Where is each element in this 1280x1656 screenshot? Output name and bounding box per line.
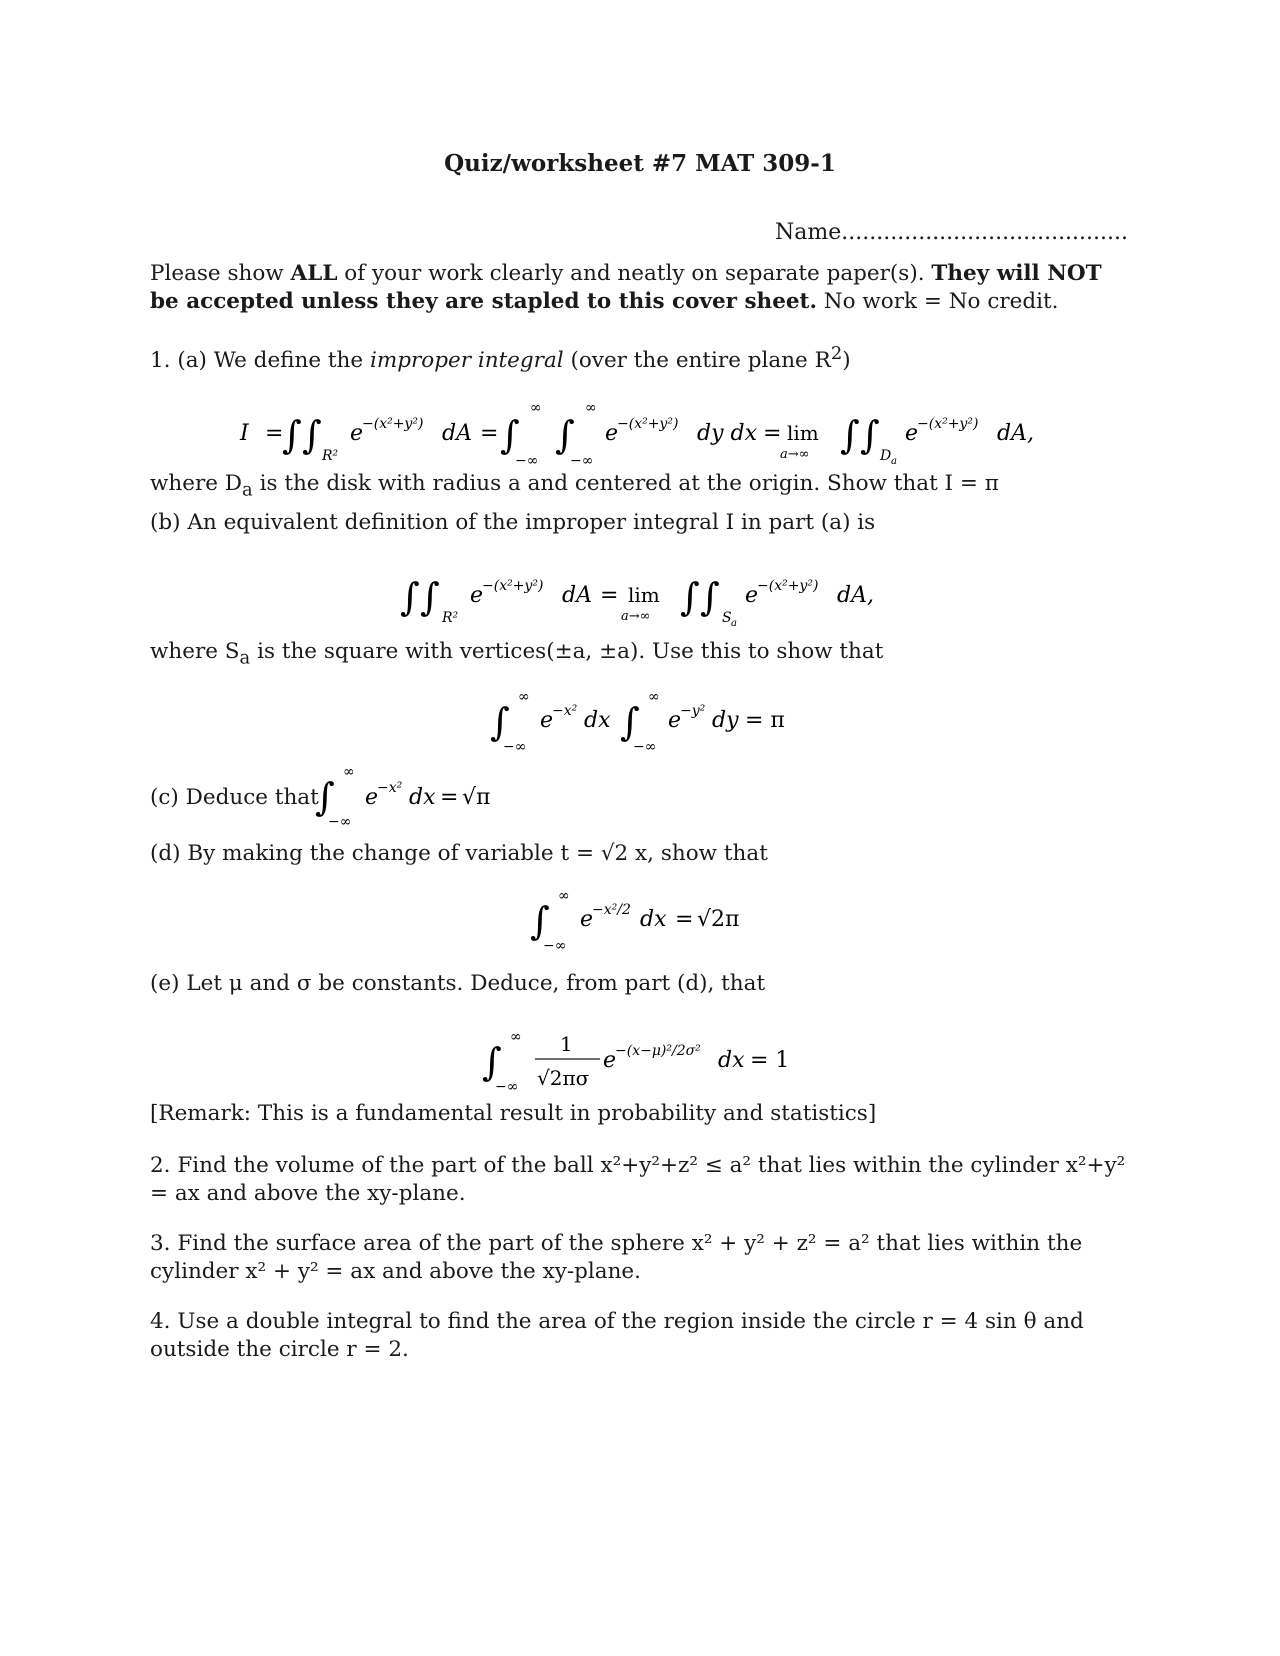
eq1c-equals: = (440, 785, 459, 810)
eq1a-exp-3: −(x²+y²) (917, 416, 979, 432)
eq1b2-exp-1: −x² (552, 703, 578, 719)
eq1b2-e-1: e (540, 708, 554, 733)
instructions-text-3: No work = No credit. (816, 289, 1059, 314)
instructions-text-1: Please show (150, 261, 291, 286)
eq1c-sqrt-pi: √π (462, 785, 491, 810)
question-4: 4. Use a double integral to find the area of the region inside the circle r = 4 sin θ and outside the circle r = 2. (150, 1309, 1084, 1362)
equation-1a (0, 390, 1280, 480)
remark: [Remark: This is a fundamental result in probability and statistics] (150, 1101, 877, 1126)
q1a-intro (150, 340, 1130, 375)
equation-1d (0, 880, 1280, 960)
q1e-intro: (e) Let μ and σ be constants. Deduce, from part (d), that (150, 971, 766, 996)
eq1d-integral: ∫ (530, 899, 550, 943)
question-2: 2. Find the volume of the part of the ball x²+y²+z² ≤ a² that lies within the cylinder x²+y² = ax and above the xy-plane. (150, 1153, 1126, 1206)
eq1b-e-2: e (745, 583, 759, 608)
eq1b-integral-4: ∫ (700, 575, 720, 619)
q1a-text-2: (over the entire plane R (563, 348, 831, 374)
eq1b-equals: = (600, 583, 619, 608)
eq1d-upper: ∞ (558, 888, 570, 904)
q1b-after-text-2: is the square with vertices(±a, ±a). Use this to show that (250, 639, 884, 664)
q1b-after (150, 638, 1130, 672)
eq1a-equals-2: = (480, 421, 499, 446)
equation-1c (300, 760, 600, 840)
eq1b-dA-2: dA, (837, 583, 874, 608)
eq1b2-integral-2: ∫ (620, 700, 640, 744)
eq1c-lower: −∞ (328, 814, 352, 830)
eq1a-dA-1: dA (442, 421, 472, 446)
eq1d-equals: = (675, 907, 694, 932)
eq1e-integral: ∫ (482, 1040, 502, 1084)
eq1b2-dy: dy (712, 708, 739, 733)
page-title: Quiz/worksheet #7 MAT 309-1 (444, 150, 836, 177)
eq1a-upper-1: ∞ (530, 400, 542, 416)
eq1a-lower-1: −∞ (515, 453, 539, 469)
eq1e-dx: dx (718, 1048, 745, 1073)
eq1b2-upper-1: ∞ (518, 689, 530, 705)
q1a-sup: 2 (830, 343, 843, 364)
eq1a-integral-4: ∫ (555, 413, 575, 457)
eq1a-exp-1: −(x²+y²) (362, 416, 424, 432)
eq1c-dx: dx (409, 785, 436, 810)
eq1a-dydx: dy dx (697, 421, 757, 446)
eq1b2-eq-pi: = π (745, 708, 785, 733)
q1a-after-text: where D (150, 471, 243, 496)
q1a-emphasis: improper integral (369, 348, 564, 374)
eq1b-Sa: S (722, 610, 732, 626)
eq1e-eq-one: = 1 (750, 1048, 790, 1073)
q1a-text-3: ) (842, 348, 851, 374)
eq1b2-e-2: e (668, 708, 682, 733)
q1d-intro: (d) By making the change of variable t = √2 x, show that (150, 841, 768, 866)
name-field: Name......................................... (775, 220, 1128, 245)
eq1a-e-3: e (905, 421, 919, 446)
eq1b2-dx: dx (584, 708, 611, 733)
eq1b2-exp-2: −y² (680, 703, 706, 719)
q1c-intro: (c) Deduce that (150, 785, 319, 810)
eq1d-exp: −x²/2 (592, 902, 631, 918)
eq1a-exp-2: −(x²+y²) (617, 416, 679, 432)
eq1b-exp-1: −(x²+y²) (482, 578, 544, 594)
eq1a-integral-1: ∫ (282, 413, 302, 457)
eq1e-upper: ∞ (510, 1029, 522, 1045)
q1b-after-text: where S (150, 639, 240, 664)
eq1c-e: e (365, 785, 379, 810)
question-3: 3. Find the surface area of the part of the sphere x² + y² + z² = a² that lies within the cylinder x² + y² = ax and above the xy-plane. (150, 1231, 1083, 1284)
equation-1e (0, 1015, 1280, 1105)
eq1a-Da: D (880, 448, 892, 464)
q1a-after-text-2: is the disk with radius a and centered at the origin. Show that I = π (252, 471, 999, 496)
eq1a-equals-3: = (763, 421, 782, 446)
eq1a-dA-2: dA, (997, 421, 1034, 446)
eq1d-lower: −∞ (543, 938, 567, 954)
eq1a-e-1: e (350, 421, 364, 446)
instructions-bold-2: They will NOT be accepted unless they are stapled to this cover sheet. (150, 261, 1102, 314)
instructions-bold-1: ALL (290, 261, 338, 286)
eq1e-numerator: 1 (560, 1032, 573, 1056)
eq1b2-lower-1: −∞ (503, 739, 527, 755)
eq1b-exp-2: −(x²+y²) (757, 578, 819, 594)
eq1d-dx: dx (640, 907, 667, 932)
q1b-after-sub: a (239, 647, 251, 669)
eq1c-integral: ∫ (315, 775, 335, 819)
eq1b-integral-1: ∫ (400, 575, 420, 619)
eq1b-integral-2: ∫ (420, 575, 440, 619)
q1b-intro: (b) An equivalent definition of the improper integral I in part (a) is (150, 510, 876, 535)
eq1a-integral-5: ∫ (840, 413, 860, 457)
eq1a-upper-2: ∞ (585, 400, 597, 416)
eq1b-Sa-sub: a (731, 618, 737, 629)
eq1a-integral-2: ∫ (302, 413, 322, 457)
q1a-text-1: 1. (a) We define the (150, 348, 370, 374)
eq1a-R2: R² (322, 448, 339, 464)
eq1a-lim-sub: a→∞ (780, 447, 810, 462)
eq1b-R2: R² (442, 610, 459, 626)
eq1a-e-2: e (605, 421, 619, 446)
eq1e-denominator: √2πσ (537, 1066, 590, 1090)
eq1a-integral-3: ∫ (500, 413, 520, 457)
eq1e-e: e (603, 1048, 617, 1073)
eq1b-e-1: e (470, 583, 484, 608)
equation-1b-product (0, 685, 1280, 765)
eq1a-lower-2: −∞ (570, 453, 594, 469)
instructions-text-2: of your work clearly and neatly on separate paper(s). (337, 261, 932, 286)
eq1b2-lower-2: −∞ (633, 739, 657, 755)
eq1b2-integral-1: ∫ (490, 700, 510, 744)
q1a-after (150, 470, 1130, 504)
eq1b-dA: dA (562, 583, 592, 608)
eq1b-integral-3: ∫ (680, 575, 700, 619)
eq1a-lim: lim (787, 421, 819, 445)
eq1e-lower: −∞ (495, 1079, 519, 1095)
eq1d-sqrt-2pi: √2π (697, 907, 740, 932)
eq1b2-upper-2: ∞ (648, 689, 660, 705)
eq1d-e: e (580, 907, 594, 932)
eq1a-Da-sub: a (891, 456, 897, 467)
q1a-after-sub: a (242, 479, 253, 501)
eq1a-integral-6: ∫ (860, 413, 880, 457)
eq1a-I: I (240, 421, 249, 446)
eq1e-exp: −(x−μ)²/2σ² (615, 1043, 701, 1059)
eq1c-upper: ∞ (343, 764, 355, 780)
equation-1b (0, 560, 1280, 640)
eq1b-lim-sub: a→∞ (621, 609, 651, 624)
instructions (150, 260, 1130, 316)
eq1a-equals-1: = (265, 421, 284, 446)
eq1c-exp: −x² (377, 780, 403, 796)
eq1b-lim: lim (628, 583, 660, 607)
